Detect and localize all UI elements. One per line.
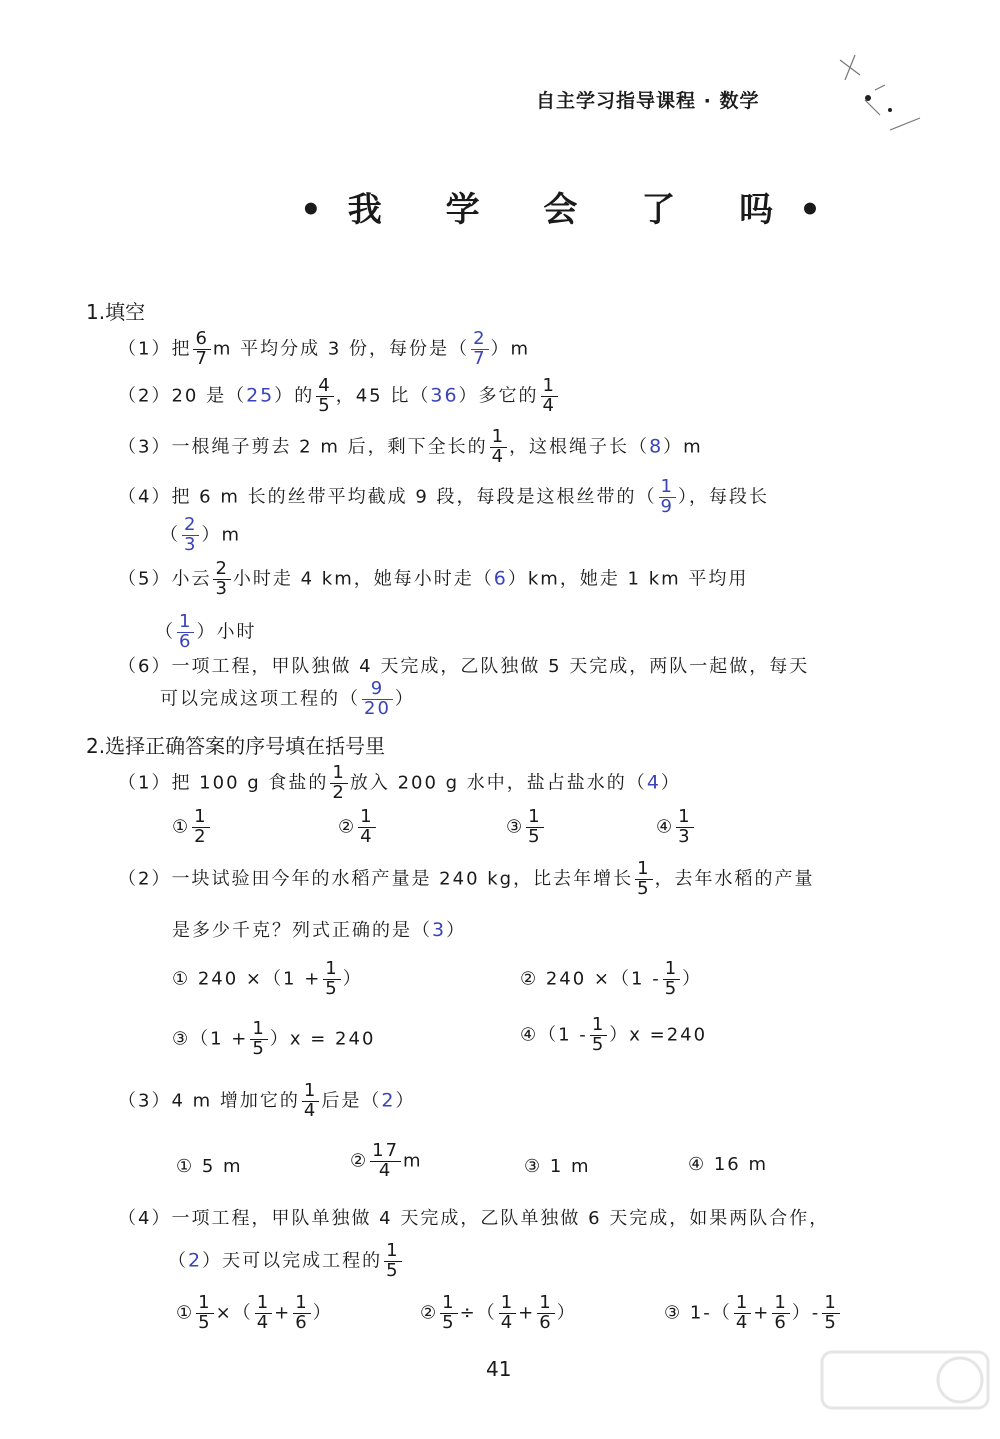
fill-q3: （3）一根绳子剪去 2 m 后，剩下全长的 $\frac{1}{4}$ ，这根绳子长（8）m bbox=[118, 426, 703, 467]
choice-q2-option-1: ① 240 ×（1 + $\frac{1}{5}$ ） bbox=[172, 958, 363, 999]
section-choice-heading: 2.选择正确答案的序号填在括号里 bbox=[86, 734, 386, 758]
choice-q2-option-4: ④（1 - $\frac{1}{5}$ ）x =240 bbox=[520, 1014, 708, 1055]
choice-q1: （1）把 100 g 食盐的 $\frac{1}{2}$ 放入 200 g 水中，盐占盐水的（4） bbox=[118, 762, 681, 803]
section-fill-blanks-heading: 1.填空 bbox=[86, 300, 146, 324]
watermark-logo bbox=[820, 1350, 990, 1435]
answer-fraction: $\frac{1}{9}$ bbox=[660, 476, 674, 517]
fill-q2: （2）20 是（25）的 $\frac{4}{5}$ ，45 比（36）多它的 $\frac{1}{4}$ bbox=[118, 375, 556, 416]
book-header: 自主学习指导课程 · 数学 bbox=[536, 90, 760, 112]
choice-q1-option-2: ② $\frac{1}{4}$ bbox=[338, 806, 374, 847]
choice-q1-option-3: ③ $\frac{1}{5}$ bbox=[506, 806, 542, 847]
choice-q2-line2: 是多少千克？列式正确的是（3） bbox=[172, 919, 467, 941]
fill-q4-line2: （ $\frac{2}{3}$ ）m bbox=[160, 514, 241, 555]
answer: 25 bbox=[246, 384, 275, 407]
answer-fraction: $\frac{2}{3}$ bbox=[184, 514, 198, 555]
decorative-sketch bbox=[820, 40, 930, 140]
fill-q4: （4）把 6 m 长的丝带平均截成 9 段，每段是这根丝带的（ $\frac{1}{9}$ ），每段长 bbox=[118, 476, 769, 517]
page-title: •我 学 会 了 吗• bbox=[300, 190, 847, 230]
choice-q3-option-2: ② $\frac{17}{4}$ m bbox=[350, 1140, 423, 1181]
answer: 36 bbox=[430, 384, 459, 407]
answer: 3 bbox=[432, 919, 447, 941]
choice-q3-option-1: ① 5 m bbox=[176, 1156, 243, 1177]
page-number: 41 bbox=[486, 1357, 512, 1381]
answer: 2 bbox=[381, 1089, 396, 1112]
choice-q1-option-4: ④ $\frac{1}{3}$ bbox=[656, 806, 692, 847]
choice-q2-option-2: ② 240 ×（1 - $\frac{1}{5}$ ） bbox=[520, 958, 703, 999]
choice-q4-option-1: ① $\frac{1}{5}$ ×（ $\frac{1}{4}$ + $\frac{1}{6}$ ） bbox=[176, 1292, 333, 1333]
answer: 2 bbox=[188, 1249, 203, 1272]
choice-q1-option-1: ① $\frac{1}{2}$ bbox=[172, 806, 208, 847]
answer: 8 bbox=[649, 435, 664, 458]
answer-fraction: $\frac{2}{7}$ bbox=[473, 328, 487, 369]
choice-q4-option-3: ③ 1-（ $\frac{1}{4}$ + $\frac{1}{6}$ ）- $\frac{1}{5}$ bbox=[664, 1292, 838, 1333]
fill-q6-line2: 可以完成这项工程的（ $\frac{9}{20}$ ） bbox=[160, 678, 415, 719]
choice-q4-option-2: ② $\frac{1}{5}$ ÷（ $\frac{1}{4}$ + $\frac{1}{6}$ ） bbox=[420, 1292, 577, 1333]
choice-q2: （2）一块试验田今年的水稻产量是 240 kg，比去年增长 $\frac{1}{5}$ ，去年水稻的产量 bbox=[118, 858, 815, 899]
choice-q2-option-3: ③（1 + $\frac{1}{5}$ ）x = 240 bbox=[172, 1018, 376, 1059]
answer-fraction: $\frac{9}{20}$ bbox=[364, 678, 391, 719]
choice-q3-option-4: ④ 16 m bbox=[688, 1154, 769, 1175]
fill-q5-line2: （ $\frac{1}{6}$ ）小时 bbox=[155, 611, 257, 652]
answer-fraction: $\frac{1}{6}$ bbox=[179, 611, 193, 652]
choice-q3: （3）4 m 增加它的 $\frac{1}{4}$ 后是（2） bbox=[118, 1080, 416, 1121]
fill-q6: （6）一项工程，甲队独做 4 天完成，乙队独做 5 天完成，两队一起做，每天 bbox=[118, 656, 810, 677]
fill-q5: （5）小云 $\frac{2}{3}$ 小时走 4 km，她每小时走（6）km，她走 1 km 平均用 bbox=[118, 558, 749, 599]
choice-q4-line2: （2）天可以完成工程的 $\frac{1}{5}$ bbox=[168, 1240, 400, 1281]
fill-q1: （1）把 $\frac{6}{7}$ m 平均分成 3 份，每份是（ $\frac{2}{7}$ ）m bbox=[118, 328, 531, 369]
answer: 4 bbox=[646, 771, 661, 794]
choice-q4: （4）一项工程，甲队单独做 4 天完成，乙队单独做 6 天完成，如果两队合作， bbox=[118, 1208, 830, 1229]
choice-q3-option-3: ③ 1 m bbox=[524, 1156, 591, 1177]
answer: 6 bbox=[493, 567, 508, 590]
